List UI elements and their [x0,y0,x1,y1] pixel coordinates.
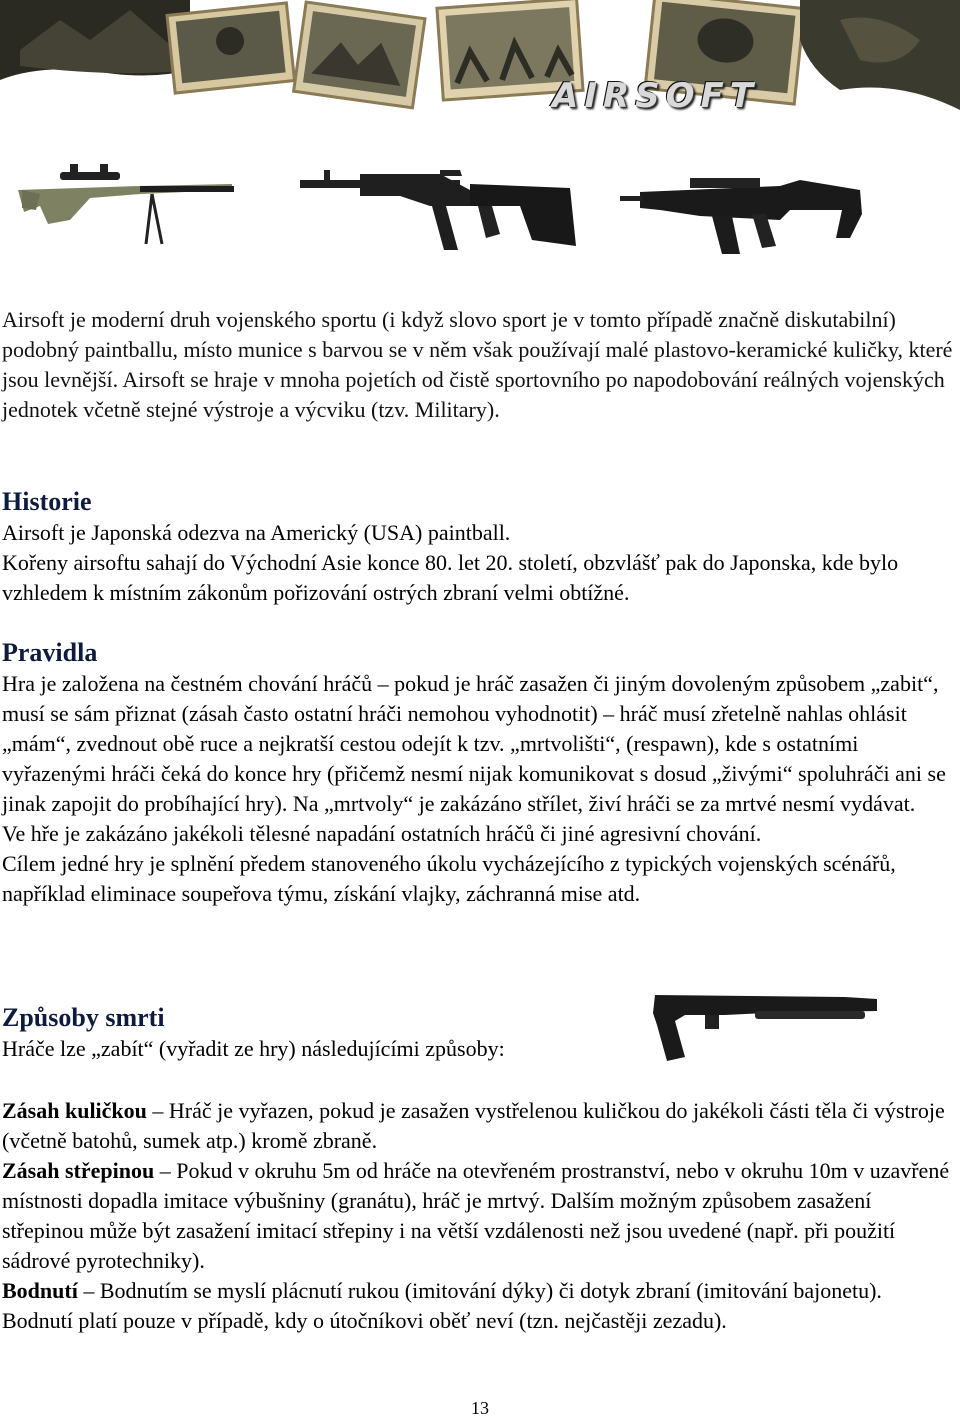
history-line-2: Kořeny airsoftu sahají do Východní Asie konce 80. let 20. století, obzvlášť pak do Japonska, kde bylo vzhledem k místním zákonům pořizování ostrých zbraní velmi obtížné. [2,550,899,605]
rules-heading: Pravidla [2,638,98,667]
death-term: Bodnutí [2,1278,78,1303]
page-number: 13 [471,1398,489,1418]
weapons-row [0,150,960,260]
rules-paragraph-1: Hra je založena na čestném chování hráčů – pokud je hráč zasažen či jiným dovoleným způsobem „zabit“, musí se sám přiznat (zásah často ostatní hráči nemohou vyhodnotit) – hráč musí zřetelně nahlas ohlásit „mám“, zvednout obě ruce a nejkratší cestou odejít k tzv. „mrtvolišti“, (respawn), kde s ostatními vyřazenými hráči čeká do konce hry (přičemž nesmí nijak komunikovat s dosud „živými“ spoluhráči ani se jinak zapojit do probíhající hry). Na „mrtvoly“ je zakázáno střílet, živí hráči se za mrtvé nesmí vydávat. [2,671,946,816]
sniper-rifle-icon [18,164,234,244]
deaths-heading: Způsoby smrti [2,1003,165,1032]
death-desc: – Bodnutím se myslí plácnutí rukou (imitování dýky) či dotyk zbraní (imitování bajonetu). Bodnutí platí pouze v případě, kdy o útočníkovi oběť neví (tzn. nejčastěji zezadu). [2,1278,882,1333]
rules-paragraph-3: Cílem jedné hry je splnění předem stanoveného úkolu vycházejícího z typických vojenských scénářů, například eliminace soupeřova týmu, získání vlajky, záchranná mise atd. [2,851,896,906]
banner-collage [0,0,960,118]
carbine-rifle-icon [620,178,862,254]
death-item [2,1276,958,1336]
death-term: Zásah střepinou [2,1158,155,1183]
death-item [2,1096,958,1156]
rules-paragraph-2: Ve hře je zakázáno jakékoli tělesné napadání ostatních hráčů či jiné agresivní chování. [2,821,762,846]
history-heading: Historie [2,487,92,516]
assault-rifle-icon [300,170,576,250]
deaths-list [2,1096,958,1336]
airsoft-logo: AIRSOFT [552,76,759,116]
death-item [2,1156,958,1276]
deaths-intro: Hráče lze „zabít“ (vyřadit ze hry) následujícími způsoby: [2,1036,505,1061]
header-banner [0,0,960,118]
intro-paragraph: Airsoft je moderní druh vojenského sportu (i když slovo sport je v tomto případě značně diskutabilní) podobný paintballu, místo munice s barvou se v něm však používají malé plastovo-keramické kuličky, které jsou levnější. Airsoft se hraje v mnoha pojetích od čistě sportovního po napodobování reálných vojenských jednotek včetně stejné výstroje a výcviku (tzv. Military). [2,307,953,422]
jungle-photo-icon [167,3,294,93]
death-term: Zásah kuličkou [2,1098,147,1123]
camo-portrait-icon [294,2,425,108]
death-desc: – Hráč je vyřazen, pokud je zasažen vystřelenou kuličkou do jakékoli části těla či výstroje (včetně batohů, sumek atp.) kromě zbraně. [2,1098,945,1153]
history-section [2,486,958,608]
intro-section [2,305,958,425]
rules-section [2,637,958,909]
death-desc: – Pokud v okruhu 5m od hráče na otevřeném prostranství, nebo v okruhu 10m v uzavřené místnosti dopadla imitace výbušniny (granátu), hráč je mrtvý. Dalším možným způsobem zasažení střepinou může být zasažení imitací střepiny i na větší vzdálenosti než jsou uvedené (např. při použití sádrové pyrotechniky). [2,1158,950,1273]
history-line-1: Airsoft je Japonská odezva na Americký (USA) paintball. [2,520,511,545]
shotgun-icon [645,985,880,1065]
soldier-photo-icon [0,0,190,80]
